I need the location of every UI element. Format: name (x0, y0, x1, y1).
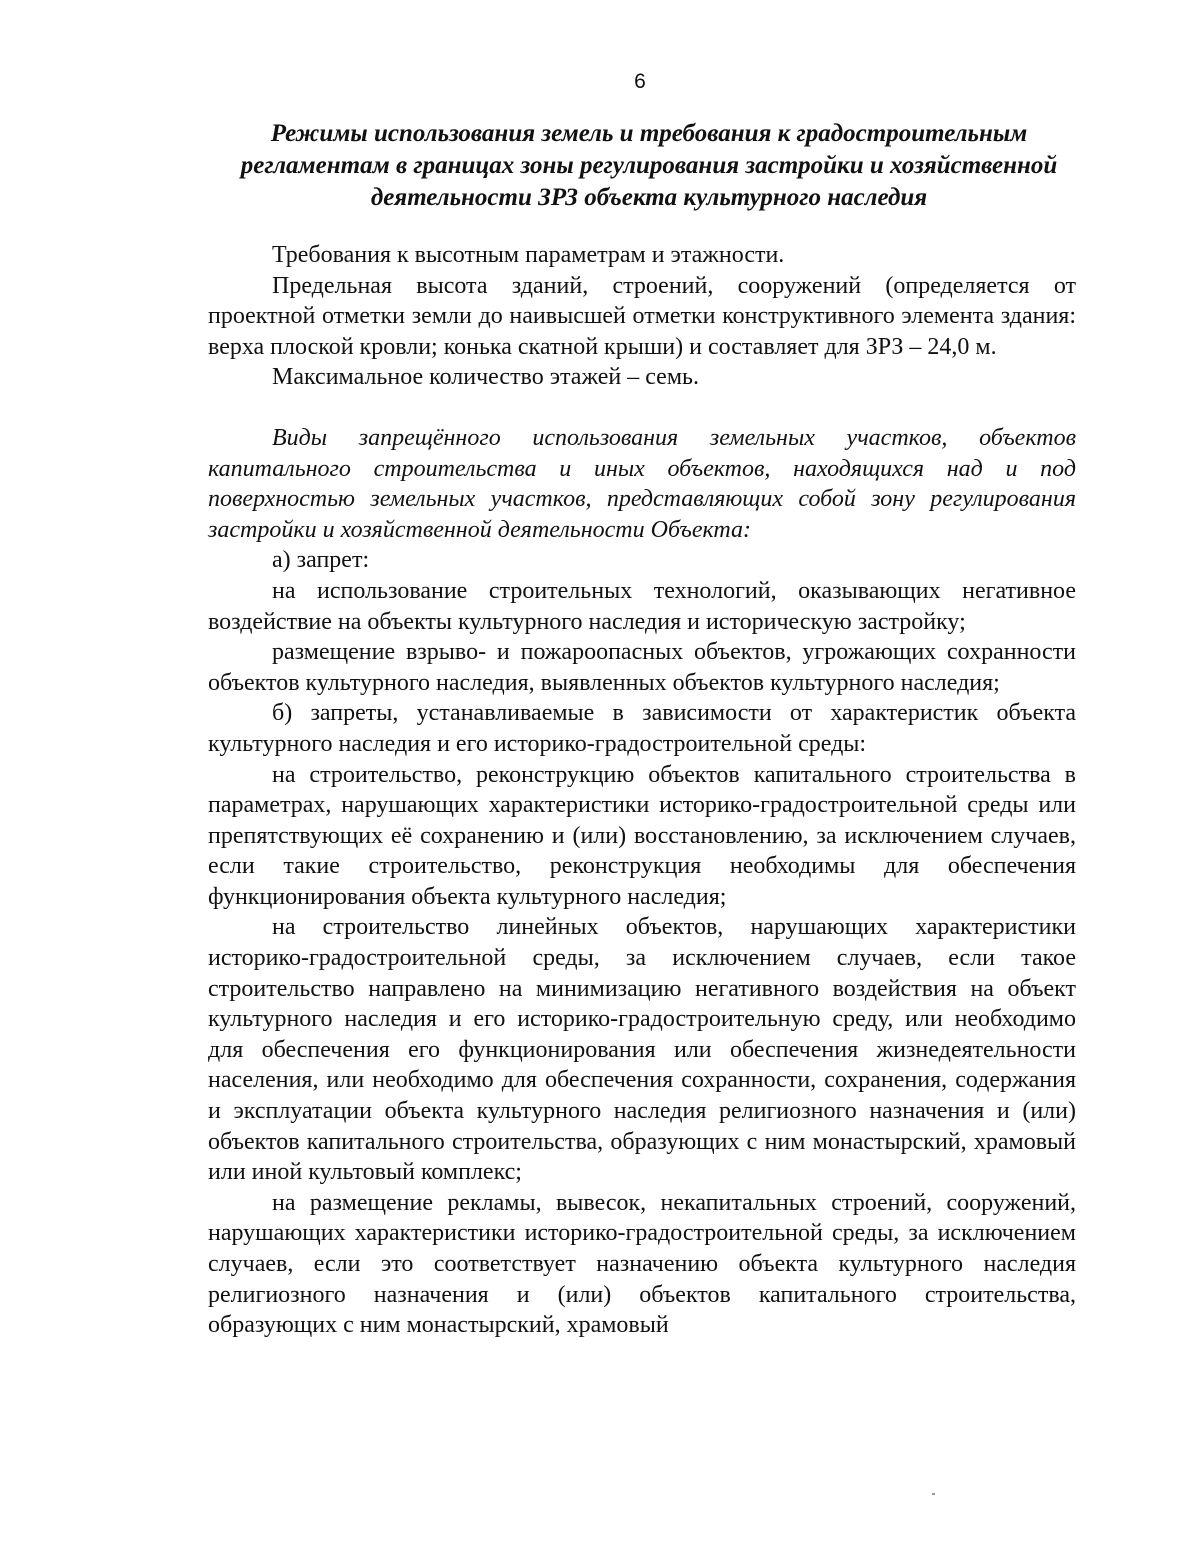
document-body (208, 240, 1076, 1341)
paragraph-height-requirements: Требования к высотным параметрам и этажности. (272, 242, 785, 268)
paragraph-hazardous-objects: размещение взрыво- и пожароопасных объектов, угрожающих сохранности объектов культурного наследия, выявленных объектов культурного наследия; (208, 639, 1076, 696)
paragraph-reconstruction: на строительство, реконструкцию объектов капитального строительства в параметрах, нарушающих характеристики историко-градостроительной среды или препятствующих её сохранению и (или) восстановлению, за исключением случаев, если такие строительство, реконструкция необходимы для обеспечения функционирования объекта культурного наследия; (208, 761, 1076, 910)
list-item-b: б) запреты, устанавливаемые в зависимости от характеристик объекта культурного наследия и его историко-градостроительной среды: (208, 700, 1076, 757)
paragraph-max-floors: Максимальное количество этажей – семь. (272, 364, 699, 391)
list-item-a: а) запрет: (272, 547, 370, 574)
scan-speck (932, 1493, 935, 1495)
section-heading: Режимы использования земель и требования к градостроительным регламентам в границах зоны регулирования застройки и хозяйственной деятельности ЗРЗ объекта культурного наследия (240, 120, 1058, 211)
paragraph-prohibited-uses-heading: Виды запрещённого использования земельных участков, объектов капитального строительства и иных объектов, находящихся над и под поверхностью земельных участков, представляющих собой зону регулирования застройки и хозяйственной деятельности Объекта: (208, 424, 1076, 543)
paragraph-max-height: Предельная высота зданий, строений, сооружений (определяется от проектной отметки земли до наивысшей отметки конструктивного элемента здания: верха плоской кровли; конька скатной крыши) и составляет для ЗРЗ – 24,0 м. (208, 272, 1076, 360)
paragraph-linear-objects: на строительство линейных объектов, нарушающих характеристики историко-градостроительной среды, за исключением случаев, если такое строительство направлено на минимизацию негативного воздействия на объект культурного наследия и его историко-градостроительную среду, или необходимо для обеспечения его функционирования или обеспечения жизнедеятельности населения, или необходимо для обеспечения сохранности, сохранения, содержания и эксплуатации объекта культурного наследия религиозного назначения и (или) объектов капитального строительства, образующих с ним монастырский, храмовый или иной культовый комплекс; (208, 914, 1076, 1186)
paragraph-advertising: на размещение рекламы, вывесок, некапитальных строений, сооружений, нарушающих характеристики историко-градостроительной среды, за исключением случаев, если это соответствует назначению объекта культурного наследия религиозного назначения и (или) объектов капитального строительства, образующих с ним монастырский, храмовый (208, 1189, 1076, 1339)
paragraph-construction-technologies: на использование строительных технологий, оказывающих негативное воздействие на объекты культурного наследия и историческую застройку; (208, 577, 1076, 635)
page-number: 6 (634, 70, 646, 93)
